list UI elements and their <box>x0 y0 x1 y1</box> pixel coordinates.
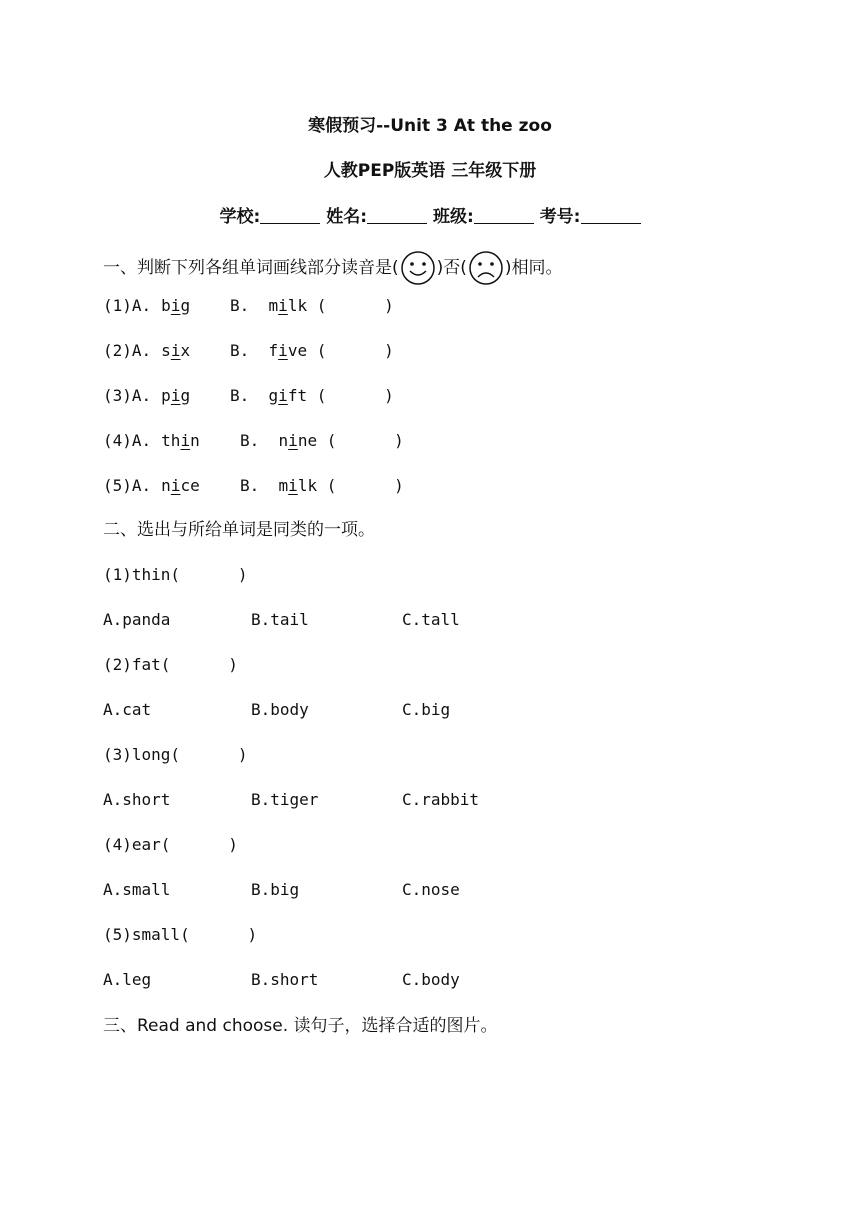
option-b[interactable]: B.short <box>251 970 319 989</box>
item-number: (5)A. <box>103 476 152 495</box>
option-b[interactable]: B.tiger <box>251 790 319 809</box>
item-number: (4)A. <box>103 431 152 450</box>
option-c[interactable]: C.tall <box>402 610 460 629</box>
question-prompt[interactable]: (4)ear( ) <box>103 835 238 854</box>
option-a[interactable]: A.leg <box>103 970 152 989</box>
word-a: pig <box>161 386 191 405</box>
question-prompt[interactable]: (5)small( ) <box>103 925 258 944</box>
word-b: B. five ( ) <box>230 341 394 360</box>
page-subtitle: 人教PEP版英语 三年级下册 <box>323 161 537 181</box>
word-a: thin <box>161 431 200 450</box>
exam-number-label: 考号: <box>539 207 581 227</box>
question-prompt[interactable]: (3)long( ) <box>103 745 248 764</box>
school-label: 学校: <box>219 207 261 227</box>
word-b: B. milk ( ) <box>240 476 404 495</box>
pronunciation-item <box>103 475 404 497</box>
question-prompt[interactable]: (1)thin( ) <box>103 565 248 584</box>
section3-instruction: 三、Read and choose. 读句子，选择合适的图片。 <box>103 1016 498 1036</box>
school-blank[interactable] <box>260 205 320 224</box>
section2-instruction: 二、选出与所给单词是同类的一项。 <box>103 520 375 540</box>
answer-paren[interactable]: ( ) <box>326 431 404 450</box>
page-title: 寒假预习--Unit 3 At the zoo <box>308 116 552 136</box>
word-a: nice <box>161 476 200 495</box>
option-a[interactable]: A.panda <box>103 610 171 629</box>
word-b: B. milk ( ) <box>230 296 394 315</box>
option-b[interactable]: B.big <box>251 880 300 899</box>
class-blank[interactable] <box>474 205 534 224</box>
answer-paren[interactable]: ( ) <box>316 341 394 360</box>
word-b: B. nine ( ) <box>240 431 404 450</box>
smiley-face-icon <box>400 250 436 286</box>
option-b[interactable]: B.tail <box>251 610 309 629</box>
pronunciation-item <box>103 295 394 317</box>
item-number: (1)A. <box>103 296 152 315</box>
exam-number-blank[interactable] <box>581 205 641 224</box>
answer-paren[interactable]: ( ) <box>316 386 394 405</box>
option-a[interactable]: A.cat <box>103 700 152 719</box>
answer-paren[interactable]: ( ) <box>316 296 394 315</box>
name-blank[interactable] <box>367 205 427 224</box>
option-c[interactable]: C.rabbit <box>402 790 480 809</box>
pronunciation-item <box>103 340 394 362</box>
pronunciation-item <box>103 385 394 407</box>
item-number: (3)A. <box>103 386 152 405</box>
class-label: 班级: <box>432 207 474 227</box>
option-c[interactable]: C.big <box>402 700 451 719</box>
pronunciation-item <box>103 430 404 452</box>
option-b[interactable]: B.body <box>251 700 309 719</box>
item-number: (2)A. <box>103 341 152 360</box>
section1-instruction: 一、判断下列各组单词画线部分读音是( )否( )相同。 <box>103 250 563 286</box>
word-a: six <box>161 341 191 360</box>
name-label: 姓名: <box>326 207 368 227</box>
answer-paren[interactable]: ( ) <box>326 476 404 495</box>
question-prompt[interactable]: (2)fat( ) <box>103 655 238 674</box>
option-c[interactable]: C.body <box>402 970 460 989</box>
option-c[interactable]: C.nose <box>402 880 460 899</box>
option-a[interactable]: A.small <box>103 880 171 899</box>
word-a: big <box>161 296 191 315</box>
word-b: B. gift ( ) <box>230 386 394 405</box>
info-fields <box>0 205 860 228</box>
sad-face-icon <box>468 250 504 286</box>
option-a[interactable]: A.short <box>103 790 171 809</box>
